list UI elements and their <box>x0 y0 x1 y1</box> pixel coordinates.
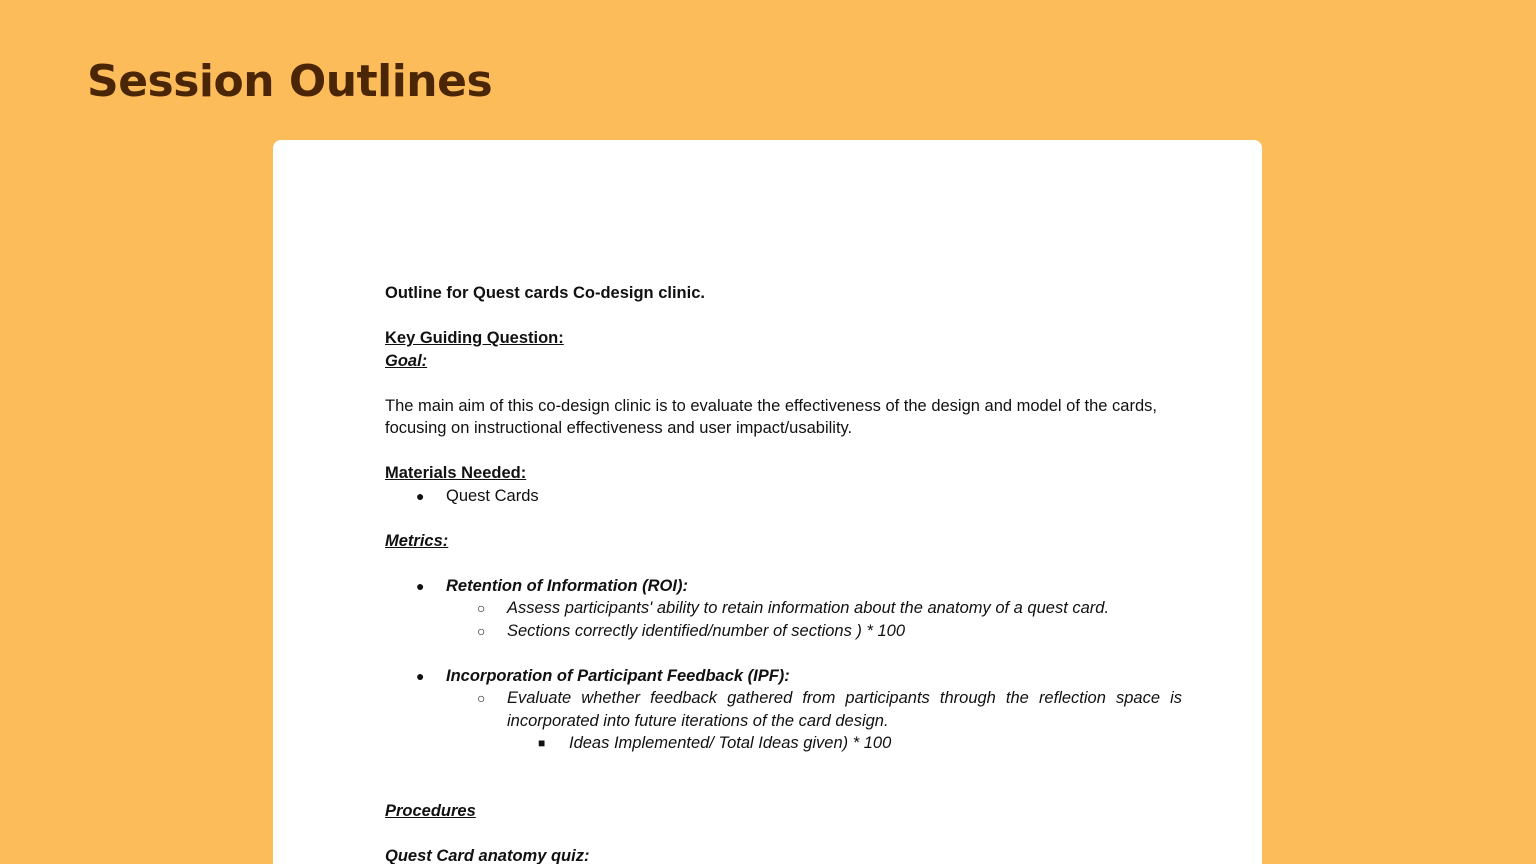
square-bullet-icon: ■ <box>538 736 546 750</box>
metric-point: Evaluate whether feedback gathered from participants through the reflection space is incorporated into future iterations of the card design. <box>507 689 1182 730</box>
hollow-bullet-icon: ○ <box>477 690 486 706</box>
goal-text-line-2: focusing on instructional effectiveness and user impact/usability. <box>385 419 853 437</box>
document-heading: Outline for Quest cards Co-design clinic. <box>385 284 705 302</box>
document-content <box>385 282 1182 864</box>
metric-point: Assess participants' ability to retain information about the anatomy of a quest card. <box>507 599 1110 617</box>
list-item <box>385 597 1182 620</box>
list-item <box>385 665 1182 688</box>
bullet-icon: ● <box>416 667 425 684</box>
metric-name: Incorporation of Participant Feedback (IPF): <box>446 666 790 685</box>
materials-label: Materials Needed: <box>385 464 527 482</box>
metric-subpoint: Ideas Implemented/ Total Ideas given) * 100 <box>569 734 892 752</box>
list-item <box>385 687 1182 732</box>
key-question-label: Key Guiding Question: <box>385 329 564 347</box>
material-item: Quest Cards <box>446 486 539 505</box>
goal-label: Goal: <box>385 351 428 370</box>
quiz-label: Quest Card anatomy quiz: <box>385 846 590 864</box>
goal-text-line-1: The main aim of this co-design clinic is to evaluate the effectiveness of the design and model of the cards, <box>385 396 1157 415</box>
metric-point: Sections correctly identified/number of sections ) * 100 <box>507 621 906 640</box>
list-item <box>385 575 1182 598</box>
document-page <box>273 140 1262 864</box>
bullet-icon: ● <box>416 577 425 594</box>
list-item <box>385 620 1182 643</box>
hollow-bullet-icon: ○ <box>477 600 486 616</box>
hollow-bullet-icon: ○ <box>477 622 486 639</box>
metrics-label: Metrics: <box>385 531 449 550</box>
page-title: Session Outlines <box>87 56 493 107</box>
metric-name: Retention of Information (ROI): <box>446 576 688 595</box>
bullet-icon: ● <box>416 487 425 504</box>
list-item <box>385 732 1182 755</box>
list-item <box>385 485 1182 508</box>
procedures-label: Procedures <box>385 801 476 820</box>
